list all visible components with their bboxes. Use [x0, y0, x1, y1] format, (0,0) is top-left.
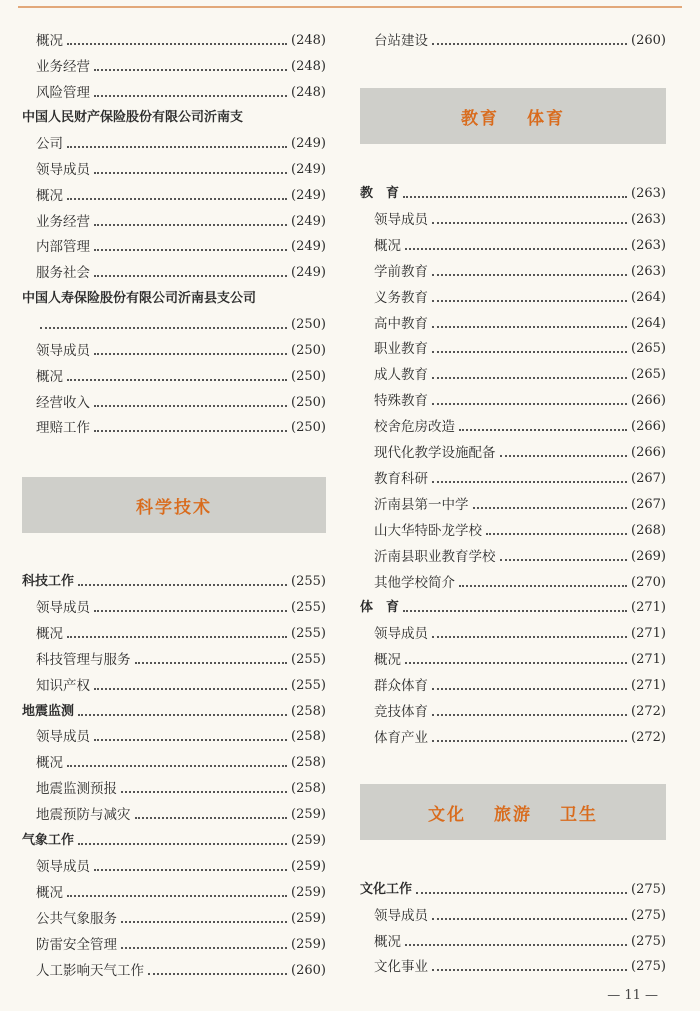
toc-entry-label: 防雷安全管理 — [36, 936, 117, 953]
toc-entry-label: 领导成员 — [36, 162, 90, 178]
toc-entry-page: (263) — [631, 263, 666, 279]
toc-entry-label: 科技工作 — [22, 574, 75, 589]
toc-entry — [22, 960, 326, 982]
dot-leader — [405, 944, 627, 946]
dot-leader — [432, 969, 627, 971]
toc-entry-page: (250) — [291, 394, 326, 410]
toc-entry-label: 科技管理与服务 — [36, 651, 131, 668]
toc-entry — [22, 82, 326, 104]
toc-section-heading: 中国人寿保险股份有限公司沂南县支公司 — [22, 291, 257, 306]
chapter-banner-title: 体育 — [527, 108, 565, 129]
dot-leader — [67, 43, 287, 45]
toc-entry-label: 概况 — [36, 33, 63, 49]
toc-entry-page: (275) — [631, 907, 666, 923]
dot-leader — [432, 481, 627, 483]
toc-entry — [360, 183, 666, 205]
dot-leader — [432, 43, 627, 45]
dot-leader — [78, 843, 287, 845]
toc-entry-page: (249) — [291, 239, 326, 255]
toc-entry-label: 概况 — [36, 755, 63, 772]
dot-leader — [94, 275, 287, 277]
dot-leader — [67, 765, 287, 767]
toc-entry — [22, 934, 326, 956]
chapter-banner — [22, 477, 326, 533]
toc-entry-page: (255) — [291, 651, 326, 667]
toc-entry — [360, 956, 666, 978]
dot-leader — [94, 405, 287, 407]
toc-entry — [360, 905, 666, 927]
toc-entry-page: (263) — [631, 211, 666, 227]
toc-entry — [360, 597, 666, 619]
toc-entry-label: 山大华特卧龙学校 — [374, 522, 482, 539]
toc-entry-page: (271) — [631, 678, 666, 694]
toc-entry — [360, 727, 666, 749]
toc-entry-page: (259) — [291, 910, 326, 926]
toc-entry-label: 沂南县职业教育学校 — [374, 548, 496, 565]
toc-entry-label: 地震预防与减灾 — [36, 807, 131, 824]
toc-entry-label: 概况 — [374, 237, 401, 254]
toc-entry — [22, 262, 326, 284]
toc-entry-page: (275) — [631, 882, 666, 897]
toc-entry — [22, 236, 326, 258]
toc-entry-label: 概况 — [374, 933, 401, 950]
toc-entry-page: (249) — [291, 265, 326, 281]
toc-entry — [360, 468, 666, 490]
toc-entry-page: (271) — [631, 600, 666, 616]
toc-entry-label: 地震监测预报 — [36, 781, 117, 798]
dot-leader — [486, 533, 627, 535]
toc-entry-page: (255) — [291, 574, 326, 589]
toc-entry-page: (269) — [631, 548, 666, 564]
dot-leader — [94, 869, 287, 871]
dot-leader — [94, 739, 287, 741]
toc-entry-page: (260) — [291, 962, 326, 978]
toc-entry — [360, 261, 666, 283]
toc-entry — [360, 546, 666, 568]
toc-entry — [22, 30, 326, 52]
dot-leader — [432, 636, 627, 638]
toc-entry — [360, 416, 666, 438]
toc-entry-page: (275) — [631, 959, 666, 975]
toc-entry — [22, 778, 326, 800]
toc-entry-label: 人工影响天气工作 — [36, 962, 144, 979]
dot-leader — [432, 918, 627, 920]
toc-entry — [22, 314, 326, 336]
toc-entry-page: (267) — [631, 470, 666, 486]
toc-entry-page: (255) — [291, 599, 326, 615]
toc-entry — [360, 364, 666, 386]
toc-entry — [22, 159, 326, 181]
toc-entry-label: 竞技体育 — [374, 704, 428, 720]
toc-entry — [360, 494, 666, 516]
toc-entry-page: (266) — [631, 393, 666, 409]
toc-entry-label: 领导成员 — [374, 211, 428, 228]
toc-entry-label: 公共气象服务 — [36, 910, 117, 927]
toc-entry-label: 现代化教学设施配备 — [374, 445, 496, 461]
dot-leader — [403, 610, 627, 612]
toc-entry — [360, 701, 666, 723]
toc-entry-page: (259) — [291, 936, 326, 952]
toc-entry-label: 概况 — [36, 368, 63, 385]
toc-entry — [22, 366, 326, 388]
toc-entry-label: 公司 — [36, 136, 63, 152]
dot-leader — [405, 248, 627, 250]
dot-leader — [432, 740, 627, 742]
toc-entry — [360, 649, 666, 671]
toc-entry — [360, 209, 666, 231]
dot-leader — [500, 559, 628, 561]
toc-entry-label: 领导成员 — [36, 599, 90, 616]
toc-entry-page: (263) — [631, 186, 666, 201]
chapter-banner-title: 旅游 — [494, 804, 532, 825]
toc-entry-page: (249) — [291, 162, 326, 177]
dot-leader — [432, 688, 627, 690]
toc-entry-label: 概况 — [36, 187, 63, 204]
toc-entry — [360, 572, 666, 594]
toc-entry-label: 理赔工作 — [36, 420, 90, 437]
chapter-banner-title: 科学技术 — [136, 497, 212, 518]
toc-entry — [22, 597, 326, 619]
toc-entry — [360, 338, 666, 360]
dot-leader — [78, 714, 287, 716]
toc-entry-label: 特殊教育 — [374, 393, 428, 410]
toc-entry-label: 内部管理 — [36, 239, 90, 256]
toc-entry-page: (249) — [291, 187, 326, 203]
dot-leader — [148, 973, 287, 975]
toc-entry — [22, 133, 326, 155]
chapter-banner-title: 教育 — [461, 108, 499, 129]
toc-entry-page: (265) — [631, 367, 666, 383]
dot-leader — [135, 662, 288, 664]
toc-entry-label: 业务经营 — [36, 213, 90, 230]
dot-leader — [40, 327, 287, 329]
top-rule — [18, 6, 682, 8]
toc-entry-page: (265) — [631, 341, 666, 357]
toc-entry-label: 概况 — [374, 652, 401, 669]
toc-entry-page: (250) — [291, 343, 326, 358]
toc-entry-label: 教 育 — [360, 186, 400, 201]
toc-entry — [360, 313, 666, 335]
toc-entry — [22, 185, 326, 207]
toc-entry-label: 文化工作 — [360, 882, 413, 897]
toc-entry — [360, 287, 666, 309]
toc-entry — [360, 235, 666, 257]
toc-entry-label: 概况 — [36, 625, 63, 642]
toc-entry-page: (255) — [291, 677, 326, 693]
toc-entry-label: 学前教育 — [374, 263, 428, 280]
toc-entry-label: 群众体育 — [374, 678, 428, 695]
toc-entry-page: (250) — [291, 317, 326, 332]
toc-entry — [22, 752, 326, 774]
chapter-banner — [360, 88, 666, 144]
toc-entry-page: (268) — [631, 522, 666, 538]
toc-entry-page: (248) — [291, 84, 326, 100]
toc-entry-label: 气象工作 — [22, 833, 75, 848]
dot-leader — [67, 636, 287, 638]
chapter-banner-title: 文化 — [428, 804, 466, 825]
toc-entry — [360, 623, 666, 645]
toc-entry-label: 教育科研 — [374, 470, 428, 487]
toc-entry — [22, 56, 326, 78]
toc-entry-page: (260) — [631, 33, 666, 48]
toc-entry-label: 体育产业 — [374, 729, 428, 746]
toc-entry-page: (259) — [291, 807, 326, 823]
toc-entry-page: (271) — [631, 626, 666, 642]
dot-leader — [500, 455, 628, 457]
toc-entry-label: 职业教育 — [374, 341, 428, 358]
toc-entry-label: 领导成员 — [36, 343, 90, 359]
toc-entry-label: 领导成员 — [374, 907, 428, 924]
toc-entry-label: 知识产权 — [36, 677, 90, 694]
dot-leader — [121, 921, 287, 923]
dot-leader — [121, 947, 287, 949]
dot-leader — [94, 688, 287, 690]
toc-entry — [22, 726, 326, 748]
dot-leader — [94, 95, 287, 97]
dot-leader — [67, 895, 287, 897]
toc-entry-label: 其他学校简介 — [374, 574, 455, 591]
toc-entry — [22, 830, 326, 852]
dot-leader — [94, 69, 287, 71]
dot-leader — [473, 507, 628, 509]
toc-entry — [22, 856, 326, 878]
toc-entry — [22, 675, 326, 697]
toc-entry-page: (248) — [291, 33, 326, 48]
toc-entry — [22, 417, 326, 439]
toc-entry-page: (266) — [631, 419, 666, 435]
toc-entry-label: 领导成员 — [36, 858, 90, 875]
toc-entry-page: (272) — [631, 704, 666, 719]
toc-entry-label: 风险管理 — [36, 84, 90, 101]
dot-leader — [94, 430, 287, 432]
dot-leader — [403, 196, 627, 198]
dot-leader — [432, 403, 627, 405]
toc-entry-page: (259) — [291, 833, 326, 848]
toc-entry — [22, 340, 326, 362]
dot-leader — [432, 351, 627, 353]
dot-leader — [67, 198, 287, 200]
dot-leader — [432, 377, 627, 379]
page-number: — 11 — — [607, 988, 658, 1003]
toc-entry-label: 台站建设 — [374, 33, 428, 49]
toc-entry-page: (249) — [291, 213, 326, 229]
toc-entry-page: (272) — [631, 729, 666, 745]
toc-entry-label: 校舍危房改造 — [374, 419, 455, 436]
toc-entry-page: (258) — [291, 755, 326, 771]
toc-entry-page: (264) — [631, 315, 666, 331]
toc-entry — [360, 30, 666, 52]
toc-entry-page: (250) — [291, 420, 326, 436]
toc-entry-page: (248) — [291, 58, 326, 74]
toc-entry — [360, 931, 666, 953]
toc-entry — [22, 211, 326, 233]
toc-entry — [22, 392, 326, 414]
toc-entry-label: 领导成员 — [374, 626, 428, 643]
toc-entry-label: 成人教育 — [374, 367, 428, 384]
dot-leader — [432, 274, 627, 276]
dot-leader — [94, 610, 287, 612]
toc-section-heading: 中国人民财产保险股份有限公司沂南支 — [22, 110, 244, 125]
toc-entry-page: (249) — [291, 136, 326, 151]
toc-entry-page: (258) — [291, 781, 326, 797]
toc-entry-label: 义务教育 — [374, 289, 428, 306]
dot-leader — [67, 146, 287, 148]
dot-leader — [94, 353, 287, 355]
toc-entry — [360, 520, 666, 542]
toc-entry — [360, 390, 666, 412]
dot-leader — [432, 326, 627, 328]
toc-entry — [22, 882, 326, 904]
toc-entry-label: 文化事业 — [374, 959, 428, 976]
toc-entry — [360, 442, 666, 464]
toc-entry-page: (259) — [291, 858, 326, 874]
dot-leader — [94, 224, 287, 226]
dot-leader — [121, 791, 287, 793]
toc-entry-page: (270) — [631, 574, 666, 590]
toc-entry — [22, 701, 326, 723]
toc-entry-page: (250) — [291, 368, 326, 384]
toc-entry-page: (275) — [631, 933, 666, 949]
toc-entry-label: 业务经营 — [36, 58, 90, 75]
toc-entry-page: (255) — [291, 625, 326, 641]
toc-entry-label: 概况 — [36, 884, 63, 901]
dot-leader — [94, 172, 287, 174]
dot-leader — [67, 379, 287, 381]
toc-entry-page: (271) — [631, 652, 666, 668]
dot-leader — [459, 429, 627, 431]
toc-entry-label: 地震监测 — [22, 703, 75, 719]
toc-entry-page: (264) — [631, 289, 666, 305]
toc-entry-label: 服务社会 — [36, 265, 90, 282]
toc-entry-page: (267) — [631, 496, 666, 512]
toc-entry — [22, 908, 326, 930]
toc-entry-label: 体 育 — [360, 600, 400, 616]
toc-entry-label: 经营收入 — [36, 394, 90, 411]
toc-entry — [360, 675, 666, 697]
dot-leader — [94, 249, 287, 251]
dot-leader — [405, 662, 627, 664]
toc-entry-label: 沂南县第一中学 — [374, 496, 469, 513]
toc-entry — [22, 649, 326, 671]
toc-entry-label: 高中教育 — [374, 315, 428, 332]
toc-entry-page: (266) — [631, 445, 666, 460]
toc-entry-page: (258) — [291, 703, 326, 719]
dot-leader — [459, 585, 627, 587]
toc-entry-page: (258) — [291, 729, 326, 745]
dot-leader — [135, 817, 288, 819]
toc-entry — [22, 571, 326, 593]
toc-entry-label: 领导成员 — [36, 729, 90, 746]
toc-entry-page: (259) — [291, 884, 326, 900]
chapter-banner — [360, 784, 666, 840]
toc-entry — [360, 879, 666, 901]
toc-entry — [22, 623, 326, 645]
dot-leader — [432, 222, 627, 224]
chapter-banner-title: 卫生 — [560, 804, 598, 825]
dot-leader — [416, 892, 627, 894]
dot-leader — [432, 300, 627, 302]
dot-leader — [78, 584, 287, 586]
toc-entry — [22, 804, 326, 826]
toc-entry-page: (263) — [631, 237, 666, 253]
dot-leader — [432, 714, 627, 716]
